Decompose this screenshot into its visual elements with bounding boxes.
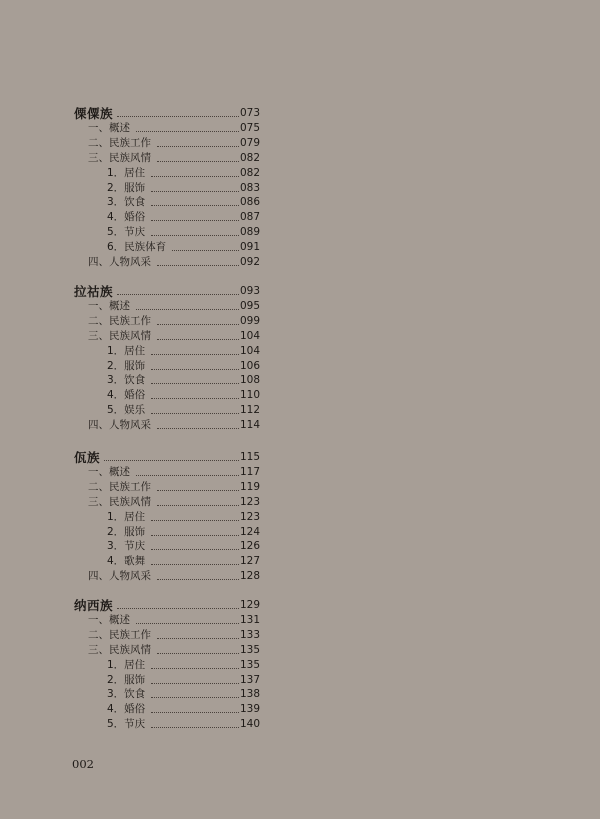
entry-label: 三、民族风情 [88,643,151,656]
toc-entry [107,554,260,569]
entry-label: 二、民族工作 [88,628,151,641]
toc-entry [107,344,260,359]
entry-label: 5．娱乐 [107,404,146,417]
dot-leader [136,623,239,624]
dot-leader [172,250,239,251]
toc-entry [88,495,260,510]
toc-entry [88,121,260,136]
entry-label: 四、人物风采 [88,570,151,583]
dot-leader [151,520,239,521]
dot-leader [157,265,239,266]
entry-label: 二、民族工作 [88,314,151,327]
entry-page-number: 104 [239,329,260,342]
dot-leader [151,683,239,684]
entry-page-number: 135 [239,658,260,671]
entry-page-number: 075 [239,121,260,134]
entry-page-number: 104 [239,344,260,357]
entry-label: 1．居住 [107,510,146,523]
entry-label: 5．节庆 [107,718,146,731]
dot-leader [151,191,239,192]
entry-page-number: 093 [239,285,260,297]
entry-label: 2．服饰 [107,525,146,538]
toc-entry [107,717,260,732]
entry-page-number: 135 [239,643,260,656]
dot-leader [117,116,239,117]
dot-leader [157,505,239,506]
entry-page-number: 073 [239,107,260,119]
dot-leader [157,638,239,639]
entry-page-number: 095 [239,299,260,312]
entry-page-number: 110 [239,389,260,402]
dot-leader [136,475,239,476]
entry-label: 1．居住 [107,344,146,357]
entry-page-number: 123 [239,495,260,508]
dot-leader [157,579,239,580]
entry-page-number: 106 [239,359,260,372]
toc-entry [88,299,260,314]
dot-leader [136,131,239,132]
toc-section-heading [74,106,260,121]
entry-label: 4．婚俗 [107,703,146,716]
toc-entry [107,702,260,717]
dot-leader [151,549,239,550]
toc-entry [88,628,260,643]
section-title: 傈僳族 [74,106,114,121]
entry-page-number: 114 [239,419,260,432]
dot-leader [151,205,239,206]
toc-entry [88,255,260,270]
entry-page-number: 137 [239,673,260,686]
entry-label: 3．饮食 [107,196,146,209]
toc-section-heading [74,598,260,613]
entry-page-number: 112 [239,404,260,417]
toc-section-heading [74,284,260,299]
toc-entry [107,181,260,196]
toc-entry [88,151,260,166]
entry-label: 三、民族风情 [88,329,151,342]
entry-page-number: 124 [239,525,260,538]
entry-page-number: 082 [239,151,260,164]
dot-leader [117,608,239,609]
toc-entry [107,687,260,702]
dot-leader [151,697,239,698]
dot-leader [157,324,239,325]
toc-entry [88,329,260,344]
dot-leader [151,413,239,414]
dot-leader [151,383,239,384]
entry-page-number: 108 [239,374,260,387]
entry-label: 二、民族工作 [88,480,151,493]
dot-leader [157,146,239,147]
toc-entry [107,658,260,673]
dot-leader [151,354,239,355]
dot-leader [151,235,239,236]
entry-label: 一、概述 [88,299,130,312]
entry-page-number: 087 [239,211,260,224]
dot-leader [151,176,239,177]
entry-page-number: 133 [239,628,260,641]
toc-entry [107,403,260,418]
entry-label: 二、民族工作 [88,136,151,149]
entry-label: 2．服饰 [107,359,146,372]
dot-leader [136,309,239,310]
toc-entry [88,569,260,584]
entry-label: 3．节庆 [107,540,146,553]
dot-leader [117,294,239,295]
section-title: 佤族 [74,450,101,465]
entry-page-number: 119 [239,480,260,493]
entry-page-number: 128 [239,570,260,583]
dot-leader [151,668,239,669]
dot-leader [151,535,239,536]
toc-entry [88,465,260,480]
entry-label: 4．婚俗 [107,389,146,402]
toc-entry [107,525,260,540]
entry-label: 三、民族风情 [88,151,151,164]
section-title: 拉祜族 [74,284,114,299]
entry-page-number: 115 [239,451,260,463]
toc-entry [88,136,260,151]
entry-label: 4．婚俗 [107,211,146,224]
toc-entry [88,314,260,329]
entry-page-number: 082 [239,166,260,179]
dot-leader [157,161,239,162]
dot-leader [151,220,239,221]
dot-leader [104,460,239,461]
entry-page-number: 092 [239,256,260,268]
toc-entry [107,388,260,403]
entry-label: 6．民族体育 [107,241,167,254]
entry-label: 四、人物风采 [88,256,151,268]
toc-entry [107,359,260,374]
dot-leader [157,428,239,429]
dot-leader [157,339,239,340]
toc-entry [107,240,260,255]
dot-leader [151,712,239,713]
toc-entry [107,539,260,554]
toc-entry [107,225,260,240]
entry-page-number: 091 [239,241,260,254]
toc-entry [88,418,260,433]
dot-leader [157,490,239,491]
dot-leader [157,653,239,654]
entry-page-number: 117 [239,465,260,478]
toc-entry [107,510,260,525]
dot-leader [151,564,239,565]
entry-label: 1．居住 [107,166,146,179]
entry-label: 4．歌舞 [107,555,146,568]
entry-page-number: 131 [239,613,260,626]
entry-page-number: 139 [239,703,260,716]
dot-leader [151,398,239,399]
entry-page-number: 126 [239,540,260,553]
toc-entry [88,643,260,658]
entry-page-number: 138 [239,688,260,701]
entry-page-number: 083 [239,181,260,194]
entry-page-number: 140 [239,718,260,731]
page-number: 002 [72,757,94,771]
toc-entry [107,166,260,181]
entry-page-number: 089 [239,226,260,239]
dot-leader [151,369,239,370]
entry-page-number: 079 [239,136,260,149]
entry-label: 一、概述 [88,613,130,626]
entry-label: 1．居住 [107,658,146,671]
entry-page-number: 129 [239,599,260,611]
toc-entry [88,480,260,495]
entry-page-number: 127 [239,555,260,568]
toc-entry [88,613,260,628]
entry-page-number: 086 [239,196,260,209]
entry-label: 2．服饰 [107,673,146,686]
entry-label: 3．饮食 [107,374,146,387]
entry-label: 一、概述 [88,121,130,134]
entry-label: 5．节庆 [107,226,146,239]
entry-page-number: 099 [239,314,260,327]
entry-page-number: 123 [239,510,260,523]
entry-label: 四、人物风采 [88,419,151,432]
section-title: 纳西族 [74,598,114,613]
toc-entry [107,673,260,688]
toc-entry [107,373,260,388]
entry-label: 三、民族风情 [88,495,151,508]
toc-entry [107,210,260,225]
entry-label: 2．服饰 [107,181,146,194]
entry-label: 一、概述 [88,465,130,478]
entry-label: 3．饮食 [107,688,146,701]
toc-entry [107,195,260,210]
dot-leader [151,727,239,728]
toc-section-heading [74,450,260,465]
